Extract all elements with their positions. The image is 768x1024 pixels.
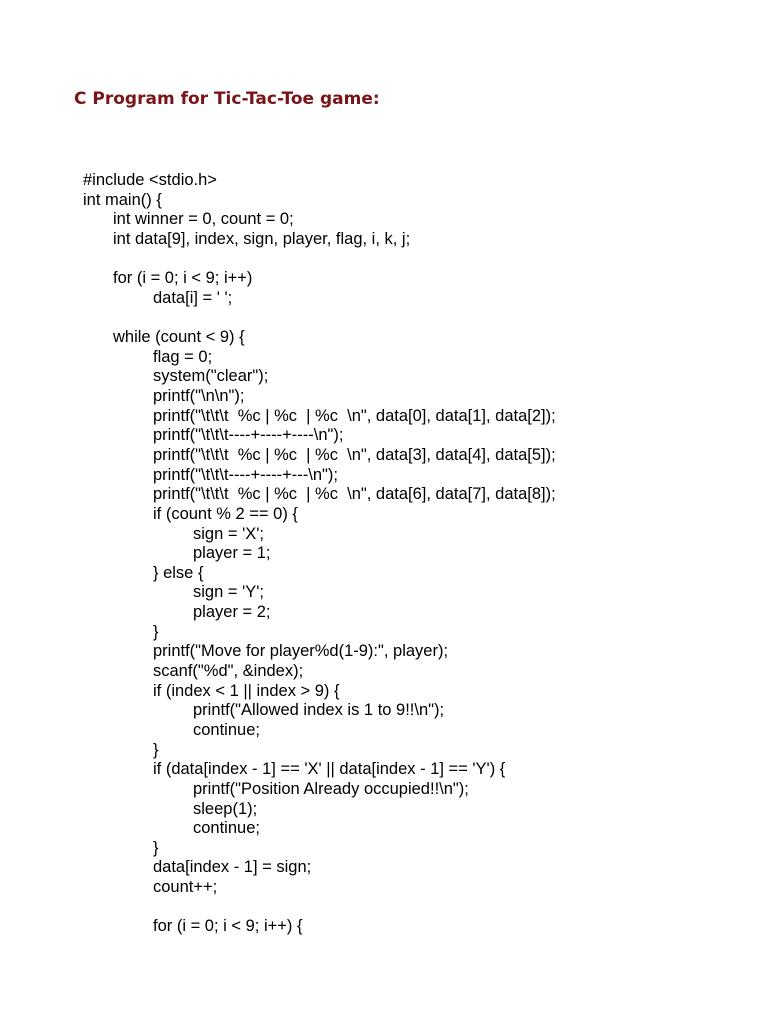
code-line: if (count % 2 == 0) { bbox=[153, 504, 298, 523]
code-line: if (index < 1 || index > 9) { bbox=[153, 681, 340, 700]
code-line: player = 2; bbox=[193, 603, 271, 622]
code-line: printf("\n\n"); bbox=[153, 387, 245, 406]
code-line: #include <stdio.h> bbox=[83, 171, 217, 189]
code-line: data[i] = ' '; bbox=[153, 288, 233, 307]
code-line: printf("\t\t\t %c | %c | %c \n", data[3], data[4], data[5]); bbox=[153, 445, 556, 464]
code-line: } bbox=[153, 622, 159, 641]
code-line: sign = 'Y'; bbox=[193, 583, 264, 602]
code-line: sign = 'X'; bbox=[193, 524, 264, 543]
code-line: printf("Position Already occupied!!\n"); bbox=[193, 779, 469, 798]
code-line: int main() { bbox=[83, 190, 162, 209]
code-line: } bbox=[153, 740, 159, 759]
code-line bbox=[0, 308, 768, 328]
code-line: player = 1; bbox=[193, 544, 271, 563]
code-line: int data[9], index, sign, player, flag, i, k, j; bbox=[113, 229, 411, 248]
code-line: scanf("%d", &index); bbox=[153, 662, 304, 681]
code-line: for (i = 0; i < 9; i++) { bbox=[153, 917, 303, 936]
code-line: for (i = 0; i < 9; i++) bbox=[113, 269, 253, 288]
code-line: count++; bbox=[153, 878, 218, 897]
code-line: while (count < 9) { bbox=[113, 328, 245, 347]
code-line: } else { bbox=[153, 563, 204, 582]
code-line: printf("\t\t\t %c | %c | %c \n", data[6], data[7], data[8]); bbox=[153, 485, 556, 504]
code-line: data[index - 1] = sign; bbox=[153, 858, 312, 877]
code-line: printf("\t\t\t----+----+---\n"); bbox=[153, 465, 338, 484]
code-line bbox=[0, 250, 768, 270]
document-heading: C Program for Tic-Tac-Toe game: bbox=[74, 89, 380, 109]
code-line: printf("Allowed index is 1 to 9!!\n"); bbox=[193, 701, 445, 720]
code-line: continue; bbox=[193, 720, 260, 739]
code-line: sleep(1); bbox=[193, 799, 258, 818]
code-line: printf("\t\t\t %c | %c | %c \n", data[0], data[1], data[2]); bbox=[153, 406, 556, 425]
code-line: printf("Move for player%d(1-9):", player); bbox=[153, 642, 449, 661]
code-listing bbox=[0, 171, 768, 937]
code-line bbox=[0, 898, 768, 918]
code-line: flag = 0; bbox=[153, 347, 213, 366]
code-line: if (data[index - 1] == 'X' || data[index - 1] == 'Y') { bbox=[153, 760, 506, 779]
code-line: system("clear"); bbox=[153, 367, 269, 386]
code-line: int winner = 0, count = 0; bbox=[113, 210, 294, 229]
code-line: continue; bbox=[193, 819, 260, 838]
code-line: printf("\t\t\t----+----+----\n"); bbox=[153, 426, 344, 445]
code-line: } bbox=[153, 838, 159, 857]
